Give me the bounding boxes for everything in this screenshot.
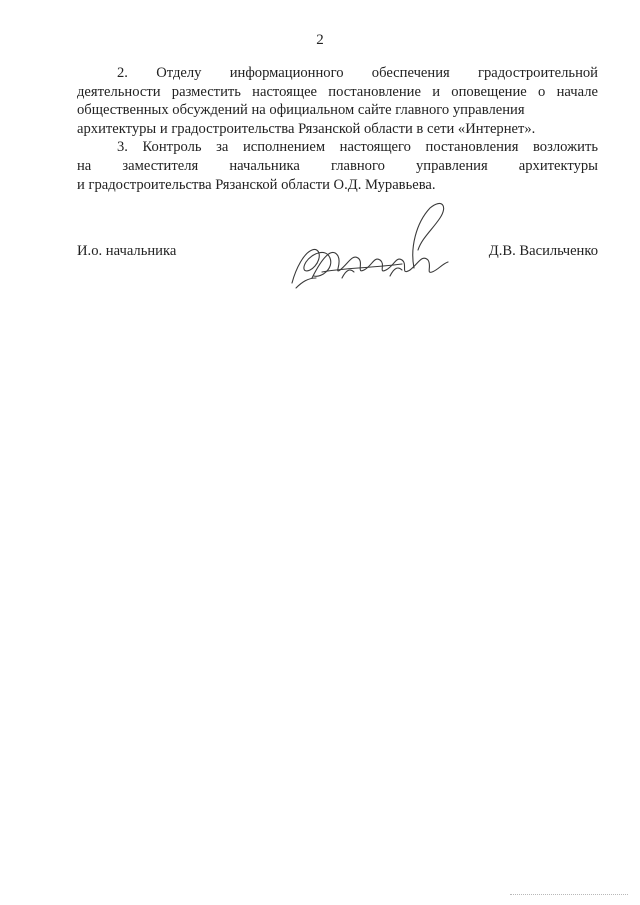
signature-block <box>77 243 598 303</box>
paragraph-3 <box>77 138 598 194</box>
page-number: 2 <box>316 32 324 48</box>
handwritten-signature <box>282 198 462 298</box>
footer-dotted-line <box>510 894 628 895</box>
signatory-name: Д.В. Васильченко <box>488 243 598 259</box>
paragraph-line: 2. Отделу информационного обеспечения градостроительной <box>117 65 598 81</box>
paragraph-line: на заместителя начальника главного управления архитектуры <box>77 157 598 174</box>
paragraph-2 <box>77 64 598 138</box>
paragraph-line: архитектуры и градостроительства Рязанской области в сети «Интернет». <box>77 120 536 137</box>
paragraph-line: общественных обсуждений на официальном сайте главного управления <box>77 102 525 119</box>
document-body <box>77 64 598 194</box>
paragraph-line: и градостроительства Рязанской области О.Д. Муравьева. <box>77 176 436 193</box>
signatory-title: И.о. начальника <box>77 243 177 259</box>
paragraph-line: деятельности разместить настоящее постановление и оповещение о начале <box>77 83 598 100</box>
paragraph-line: 3. Контроль за исполнением настоящего постановления возложить <box>117 139 598 156</box>
